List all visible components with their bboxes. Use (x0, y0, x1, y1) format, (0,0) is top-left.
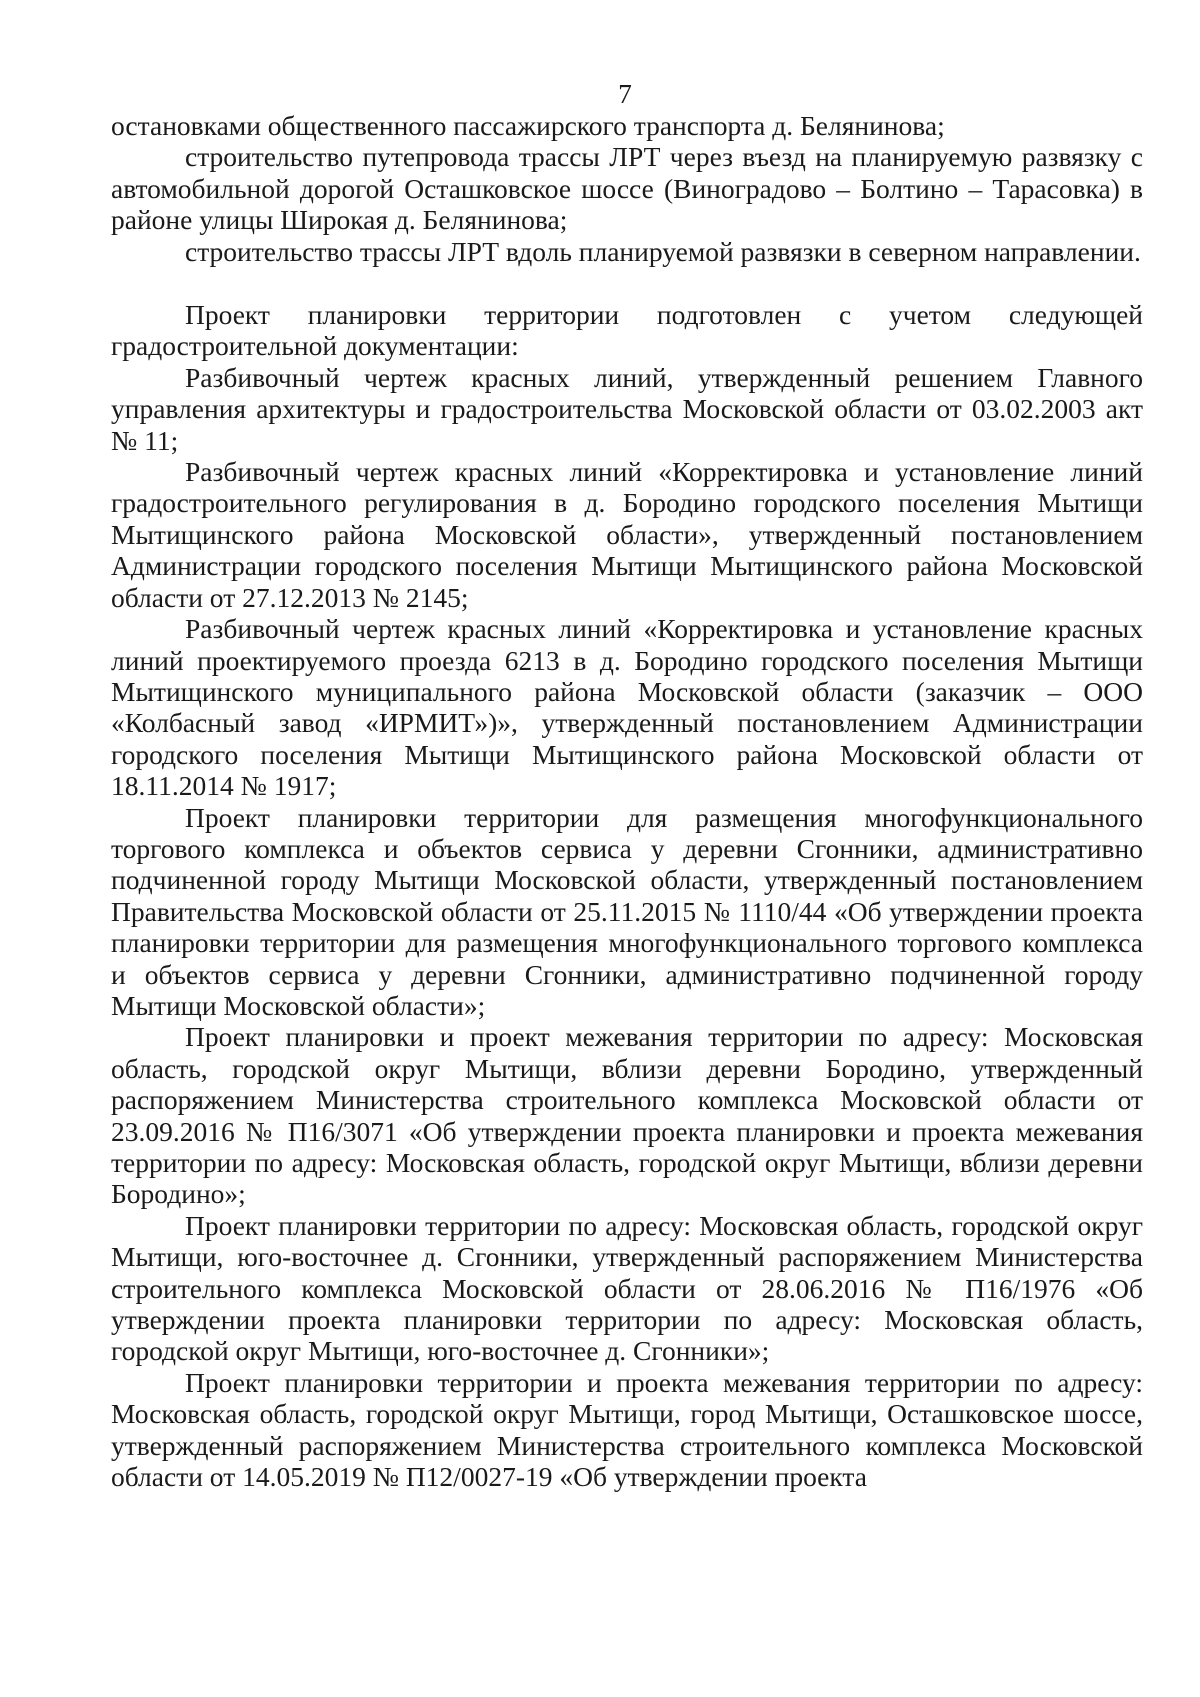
paragraph-doc-2015: Проект планировки территории для размещения многофункционального торгового комплекса и объектов сервиса у деревни Сгонники, административно подчиненной городу Мытищи Московской области, утвержденный постановлением Правительства Московской области от 25.11.2015 № 1110/44 «Об утверждении проекта планировки территории для размещения многофункционального торгового комплекса и объектов сервиса у деревни Сгонники, административно подчиненной городу Мытищи Московской области»; (111, 801, 1143, 1021)
document-body (111, 110, 1143, 1492)
paragraph-lrt-route: строительство трассы ЛРТ вдоль планируемой развязки в северном направлении. (185, 235, 1141, 267)
paragraph-doc-2003: Разбивочный чертеж красных линий, утвержденный решением Главного управления архитектуры и градостроительства Московской области от 03.02.2003 акт № 11; (111, 361, 1143, 456)
paragraph-doc-2013: Разбивочный чертеж красных линий «Корректировка и установление линий градостроительного регулирования в д. Бородино городского поселения Мытищи Мытищинского района Московской области», утвержденный постановлением Администрации городского поселения Мытищи Мытищинского района Московской области от 27.12.2013 № 2145; (111, 456, 1143, 613)
paragraph-doc-2019: Проект планировки территории и проекта межевания территории по адресу: Московская область, городской округ Мытищи, город Мытищи, Осташковское шоссе, утвержденный распоряжением Министерства строительного комплекса Московской области от 14.05.2019 № П12/0027-19 «Об утверждении проекта (111, 1366, 1143, 1493)
page-number: 7 (618, 78, 632, 109)
paragraph-doc-2014: Разбивочный чертеж красных линий «Корректировка и установление красных линий проектируемого проезда 6213 в д. Бородино городского поселения Мытищи Мытищинского муниципального района Московской области (заказчик – ООО «Колбасный завод «ИРМИТ»)», утвержденный постановлением Администрации городского поселения Мытищи Мытищинского района Московской области от 18.11.2014 № 1917; (111, 613, 1143, 802)
paragraph-lrt-overpass: строительство путепровода трассы ЛРТ через въезд на планируемую развязку с автомобильной дорогой Осташковское шоссе (Виноградово – Болтино – Тарасовка) в районе улицы Широкая д. Белянинова; (111, 141, 1143, 236)
paragraph-doc-2016-sgonniki: Проект планировки территории по адресу: Московская область, городской округ Мытищи, юго-восточнее д. Сгонники, утвержденный распоряжением Министерства строительного комплекса Московской области от 28.06.2016 № П16/1976 «Об утверждении проекта планировки территории по адресу: Московская область, городской округ Мытищи, юго-восточнее д. Сгонники»; (111, 1209, 1143, 1367)
paragraph-doc-2016-borodino: Проект планировки и проект межевания территории по адресу: Московская область, городской округ Мытищи, вблизи деревни Бородино, утвержденный распоряжением Министерства строительного комплекса Московской области от 23.09.2016 № П16/3071 «Об утверждении проекта планировки и проекта межевания территории по адресу: Московская область, городской округ Мытищи, вблизи деревни Бородино»; (111, 1021, 1143, 1210)
paragraph-continuation: остановками общественного пассажирского транспорта д. Белянинова; (111, 110, 945, 141)
paragraph-planning-intro: Проект планировки территории подготовлен с учетом следующей градостроительной документации: (111, 299, 1143, 362)
